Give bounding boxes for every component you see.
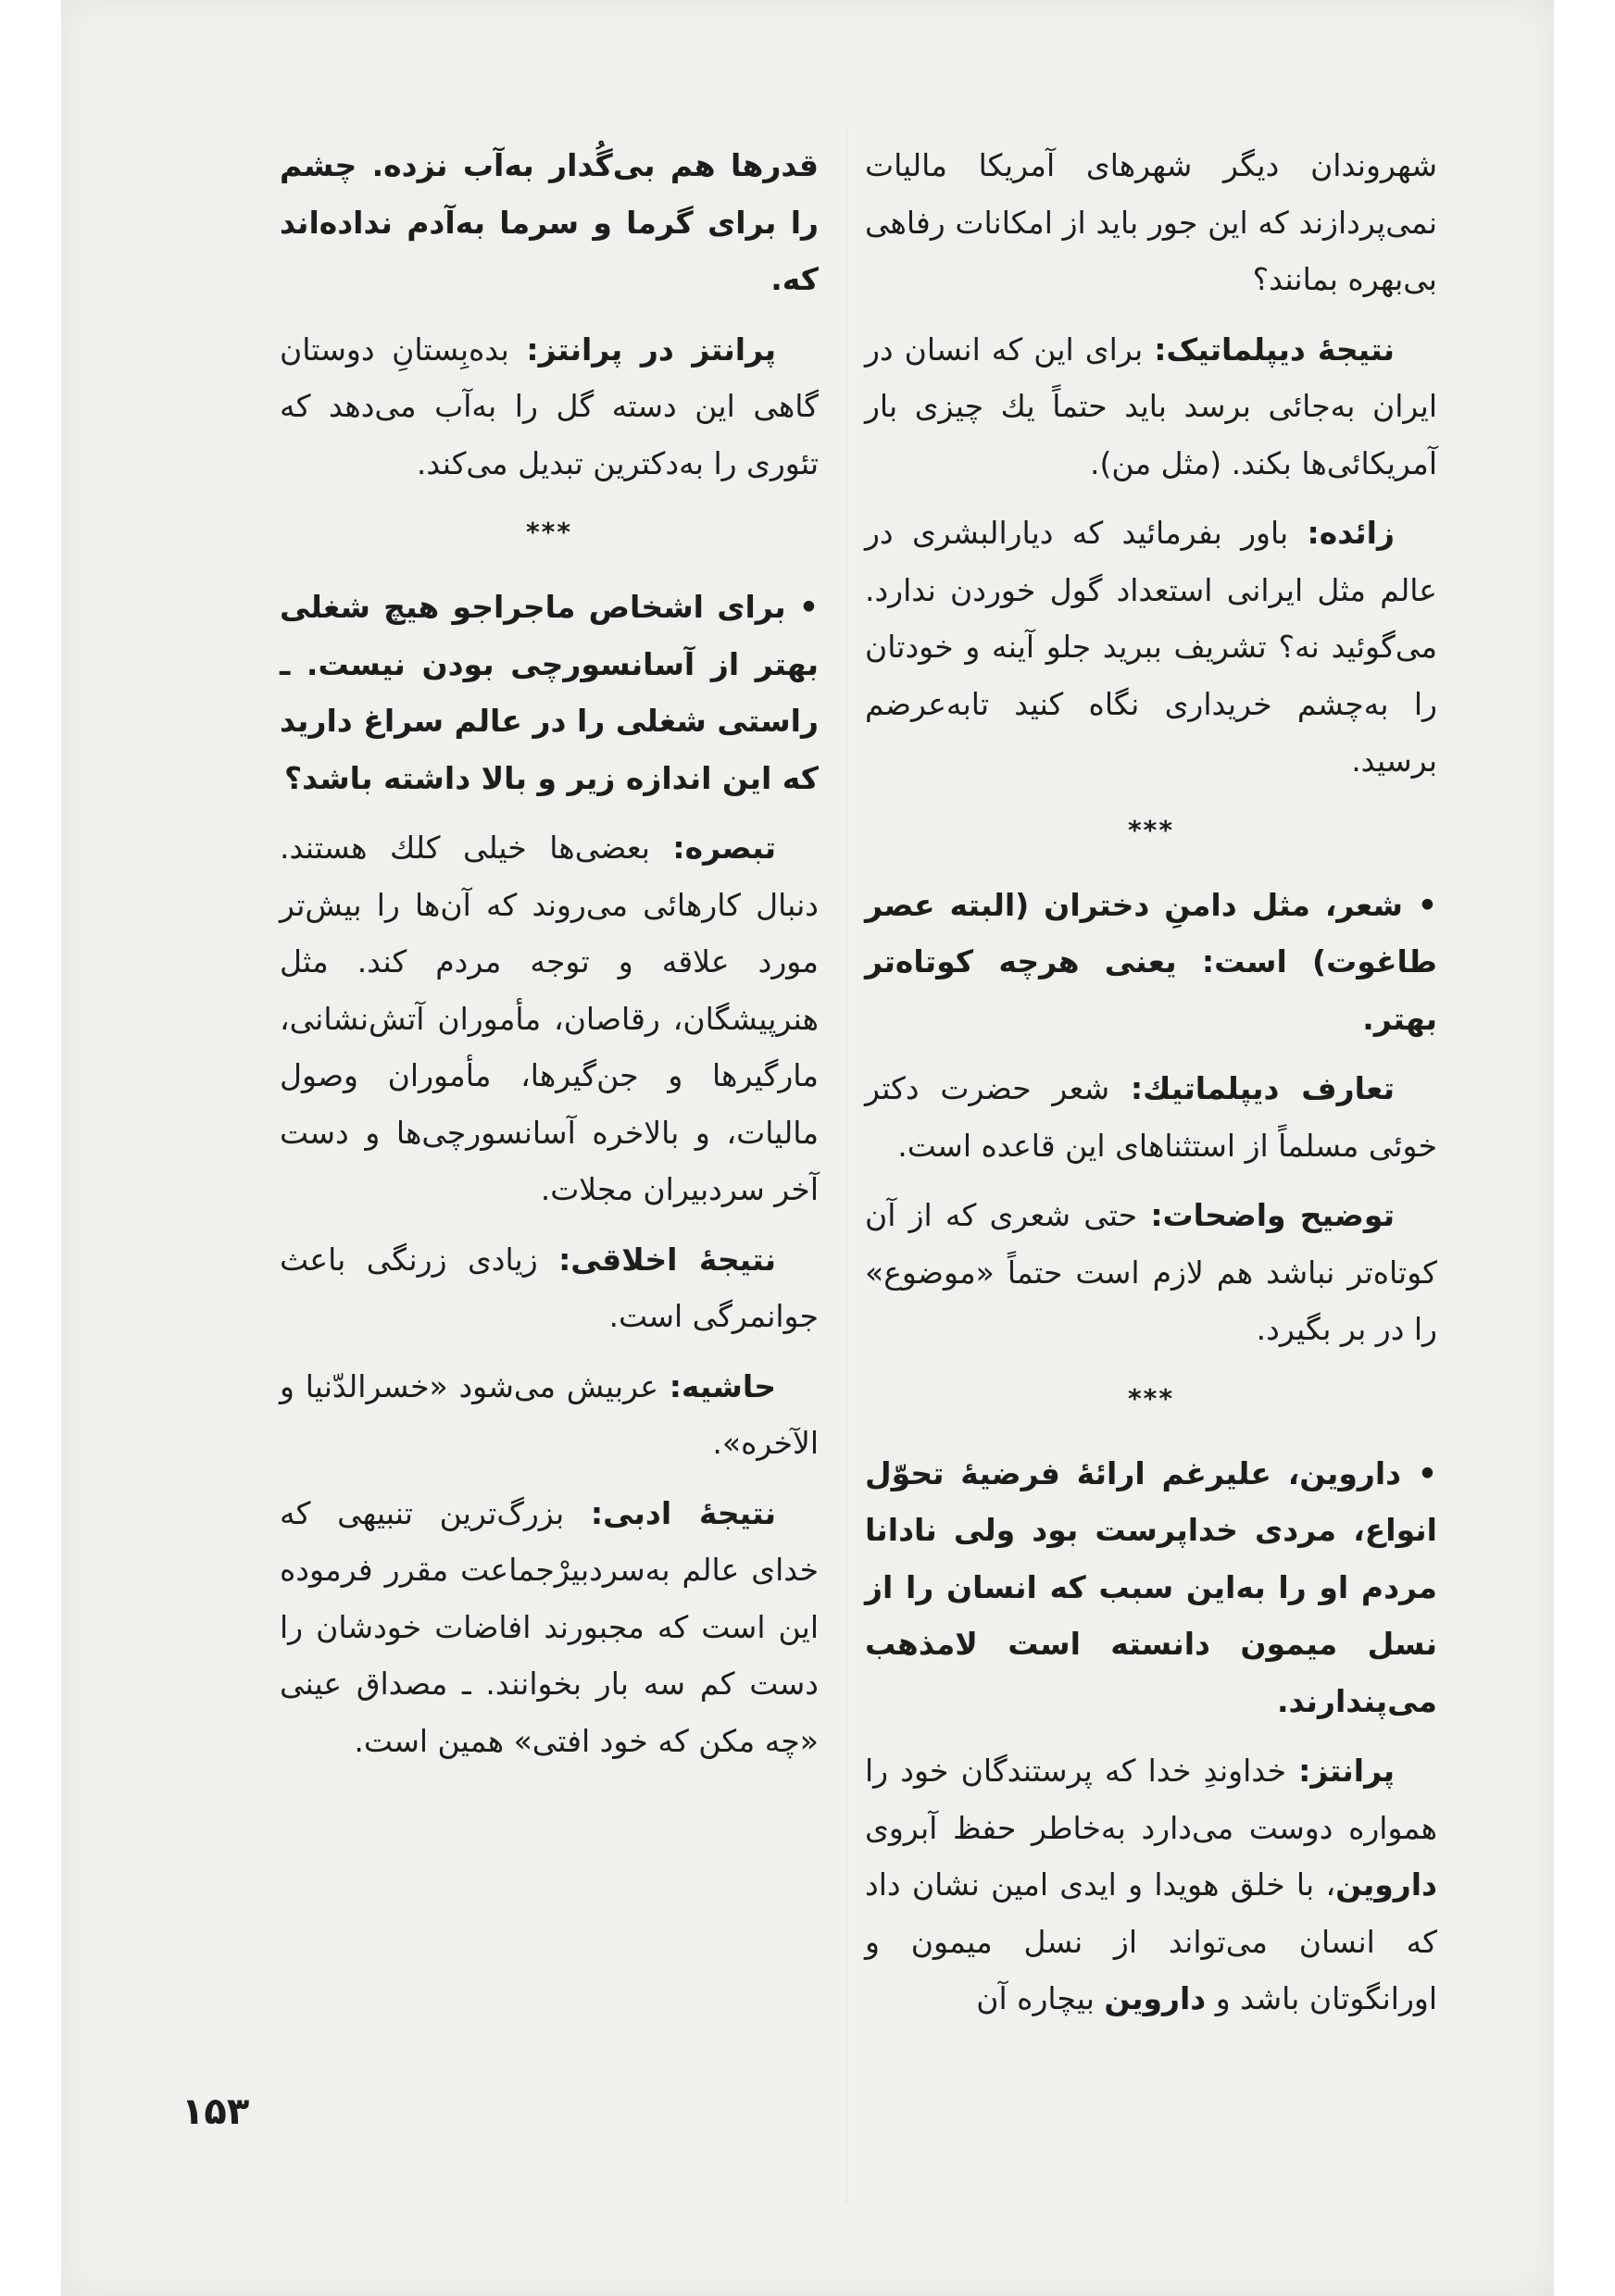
- section-separator: ***: [1128, 1382, 1174, 1414]
- paragraph: [865, 1742, 1437, 2028]
- paragraph: شهروندان دیگر شهرهای آمریکا مالیات نمی‌پردازند که این جور باید از امکانات رفاهی بی‌بهره بمانند؟: [865, 147, 1437, 297]
- paragraph-label: نتیجهٔ ادبی:: [590, 1494, 776, 1531]
- paragraph-text: بیچاره آن: [976, 1980, 1105, 2016]
- book-page: [61, 0, 1554, 2296]
- paragraph-label: پرانتز در پرانتز:: [526, 331, 776, 368]
- paragraph-text: خداوندِ خدا که پرستندگان خود را همواره دوست می‌دارد به‌خاطر حفظ آبروی: [865, 1753, 1437, 1846]
- paragraph: [865, 1060, 1437, 1174]
- section-separator: ***: [526, 517, 572, 547]
- paragraph: [865, 505, 1437, 790]
- paragraph-label: تبصره:: [672, 830, 776, 866]
- paragraph-label: حاشیه:: [669, 1367, 776, 1404]
- paragraph-text: بده‌بِستانِ دوستان گاهی این دسته گل را به‌آب می‌دهد که تئوری را به‌دکترین تبدیل می‌کند.: [280, 331, 819, 481]
- paragraph-label: پرانتز:: [1298, 1753, 1395, 1789]
- paragraph-text: بعضی‌ها خیلی کلك هستند. دنبال کارهائی می‌روند که آن‌ها را بیش‌تر مورد علاقه و توجه مردم کند. مثل هنرپیشگان، رقاصان، مأموران آتش‌نشانی، مارگیرها و جن‌گیرها، مأموران وصول مالیات، و بالاخره آسانسورچی‌ها و دست آخر سردبیران مجلات.: [280, 830, 819, 1207]
- paragraph-text: شعر حضرت دکتر خوئی مسلماً از استثناهای این قاعده است.: [865, 1070, 1437, 1164]
- paragraph-text: بزرگ‌ترین تنبیهی که خدای عالم به‌سردبیرْجماعت مقرر فرموده این است که مجبورند افاضات خودشان را دست کم سه بار بخوانند. ـ مصداق عینی «چه مکن که خود افتی» همین است.: [280, 1494, 819, 1759]
- paragraph: [865, 1187, 1437, 1358]
- page-number: ۱۵۳: [182, 2090, 250, 2133]
- paragraph-text: باور بفرمائید که دیارالبشری در عالم مثل ایرانی استعداد گول خوردن ندارد. می‌گوئید نه؟ تشریف ببرید جلو آینه و خودتان را به‌چشم خریداری نگاه کنید تابه‌عرضم برسید.: [865, 515, 1437, 779]
- paragraph: قدرها هم بی‌گُدار به‌آب نزده. چشم را برای گرما و سرما به‌آدم نداده‌اند که.: [280, 147, 819, 297]
- paragraph-text: برای این که انسان در ایران به‌جائی برسد باید حتماً یك چیزی بار آمریکائی‌ها بکند. (مثل من).: [865, 331, 1437, 481]
- right-column: [865, 137, 1437, 2040]
- bold-word: داروین: [1335, 1866, 1437, 1903]
- paragraph: [280, 819, 819, 1218]
- paragraph-label: نتیجهٔ دیپلماتیک:: [1154, 331, 1396, 368]
- paragraph-text: زیادی زرنگی باعث جوانمرگی است.: [280, 1241, 819, 1334]
- paragraph-text: حتی شعری که از آن کوتاه‌تر نباشد هم لازم است حتماً «موضوع» را در بر بگیرد.: [865, 1197, 1437, 1347]
- paragraph-label: توضیح واضحات:: [1150, 1197, 1395, 1233]
- paragraph: • داروین، علیرغم ارائهٔ فرضیهٔ تحوّل انواع، مردی خداپرست بود ولی نادانا مردم او را به‌این سبب که انسان را از نسل میمون دانسته است لامذهب می‌پندارند.: [865, 1454, 1437, 1719]
- paragraph-label: زائده:: [1307, 515, 1395, 551]
- paragraph-text: عربیش می‌شود «خسرالدّنیا و الآخره».: [280, 1367, 819, 1461]
- paragraph: • شعر، مثل دامنِ دختران (البته عصر طاغوت) است: یعنی هرچه کوتاه‌تر بهتر.: [865, 886, 1437, 1037]
- paragraph: [280, 1231, 819, 1345]
- section-separator: ***: [1128, 814, 1174, 845]
- paragraph: [280, 1358, 819, 1472]
- paragraph-label: تعارف دیپلماتیك:: [1130, 1070, 1395, 1106]
- paragraph: • برای اشخاص ماجراجو هیچ شغلی بهتر از آسانسورچی بودن نیست. ـ راستی شغلی را در عالم سراغ دارید که این اندازه زیر و بالا داشته باشد؟: [280, 589, 819, 796]
- left-column: [280, 137, 819, 1782]
- column-divider: [846, 130, 847, 2203]
- paragraph: [280, 1485, 819, 1770]
- paragraph-text: ، با خلق هویدا و ایدی امین نشان داد که انسان می‌تواند از نسل میمون و اورانگوتان باشد و: [865, 1866, 1437, 2016]
- paragraph: [280, 321, 819, 493]
- paragraph-label: نتیجهٔ اخلاقی:: [558, 1241, 776, 1278]
- paragraph: [865, 321, 1437, 493]
- bold-word: داروین: [1104, 1980, 1207, 2016]
